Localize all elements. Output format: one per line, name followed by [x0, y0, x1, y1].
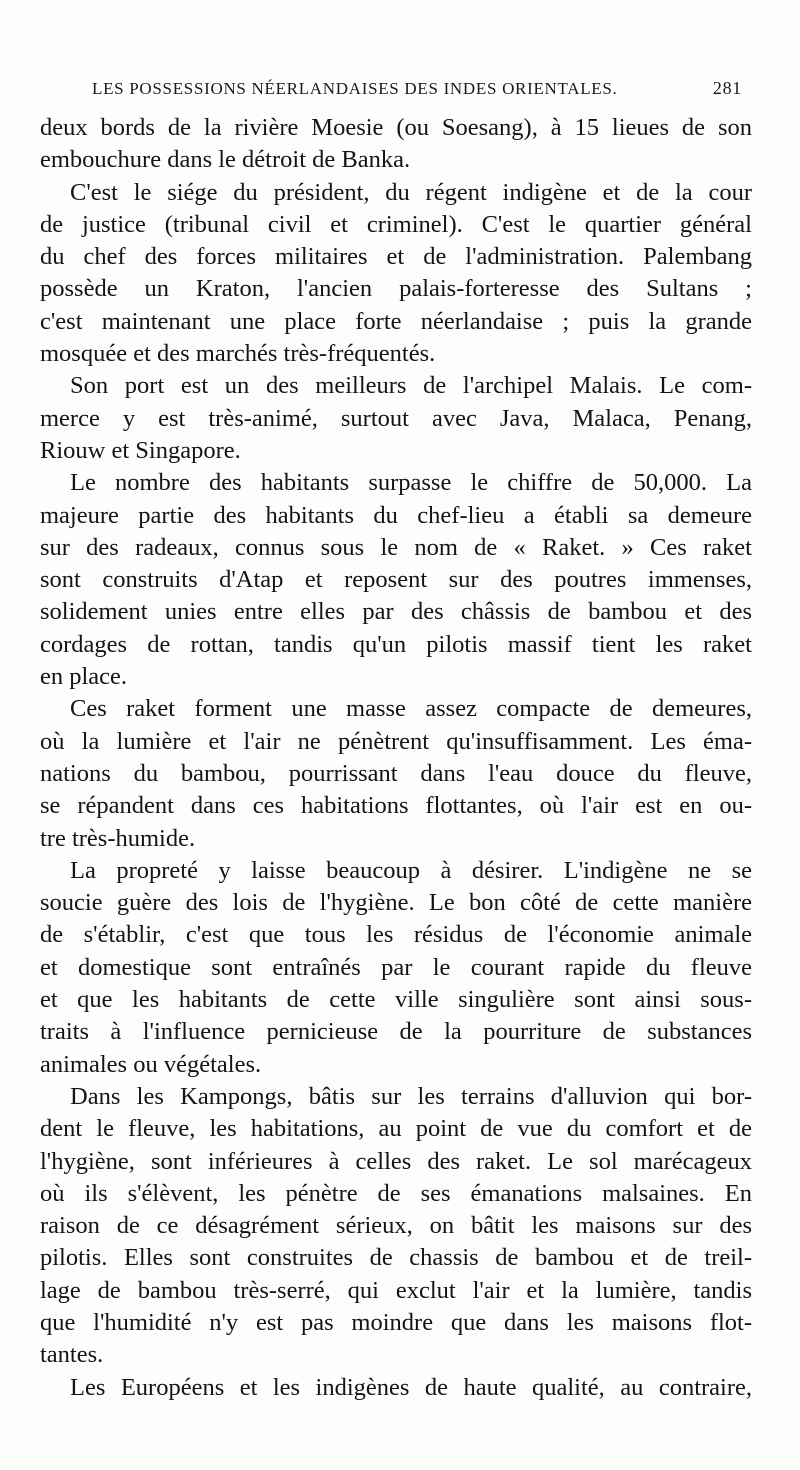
text-line: animales ou végétales. [40, 1050, 262, 1078]
text-line: de s'établir, c'est que tous les résidus de l'économie animale [40, 921, 752, 949]
text-line: l'hygiène, sont inférieures à celles des raket. Le sol marécageux [40, 1147, 752, 1175]
page-number: 281 [712, 78, 742, 98]
text-line: Son port est un des meilleurs de l'archipel Malais. Le com- [70, 372, 752, 400]
text-line: Riouw et Singapore. [40, 436, 241, 464]
text-line: nations du bambou, pourrissant dans l'eau douce du fleuve, [40, 759, 752, 787]
text-line: Dans les Kampongs, bâtis sur les terrains d'alluvion qui bor- [70, 1082, 752, 1110]
running-head [92, 78, 742, 106]
text-line: sur des radeaux, connus sous le nom de « Raket. » Ces raket [40, 533, 752, 561]
text-line: Les Européens et les indigènes de haute qualité, au contraire, [70, 1373, 752, 1401]
text-line: où la lumière et l'air ne pénètrent qu'insuffisamment. Les éma- [40, 727, 752, 755]
text-line: La propreté y laisse beaucoup à désirer. L'indigène ne se [70, 856, 752, 884]
text-line: lage de bambou très-serré, qui exclut l'air et la lumière, tandis [40, 1276, 752, 1304]
text-line: solidement unies entre elles par des châssis de bambou et des [40, 598, 752, 626]
text-line: et domestique sont entraînés par le courant rapide du fleuve [40, 953, 752, 981]
text-line: que l'humidité n'y est pas moindre que dans les maisons flot- [40, 1308, 752, 1336]
text-line: cordages de rottan, tandis qu'un pilotis massif tient les raket [40, 630, 752, 658]
text-line: embouchure dans le détroit de Banka. [40, 146, 411, 174]
text-line: Ces raket forment une masse assez compacte de demeures, [70, 695, 752, 723]
text-line: C'est le siége du président, du régent indigène et de la cour [70, 178, 752, 206]
text-line: en place. [40, 663, 128, 691]
text-line: de justice (tribunal civil et criminel). C'est le quartier général [40, 210, 752, 238]
text-line: et que les habitants de cette ville singulière sont ainsi sous- [40, 986, 752, 1014]
running-title: LES POSSESSIONS NÉERLANDAISES DES INDES ORIENTALES. [92, 79, 618, 98]
text-line: soucie guère des lois de l'hygiène. Le bon côté de cette manière [40, 889, 752, 917]
text-line: merce y est très-animé, surtout avec Java, Malaca, Penang, [40, 404, 752, 432]
text-line: où ils s'élèvent, les pénètre de ses émanations malsaines. En [40, 1179, 752, 1207]
text-line: Le nombre des habitants surpasse le chiffre de 50,000. La [70, 469, 752, 497]
text-line: tantes. [40, 1341, 104, 1369]
text-line: traits à l'influence pernicieuse de la pourriture de substances [40, 1018, 752, 1046]
text-line: mosquée et des marchés très-fréquentés. [40, 340, 436, 368]
text-line: deux bords de la rivière Moesie (ou Soesang), à 15 lieues de son [40, 114, 752, 141]
text-line: dent le fleuve, les habitations, au point de vue du comfort et de [40, 1115, 752, 1143]
text-line: sont construits d'Atap et reposent sur des poutres immenses, [40, 566, 752, 594]
text-line: raison de ce désagrément sérieux, on bâtit les maisons sur des [40, 1212, 752, 1240]
text-line: se répandent dans ces habitations flottantes, où l'air est en ou- [40, 792, 752, 820]
text-line: majeure partie des habitants du chef-lieu a établi sa demeure [40, 501, 752, 529]
text-line: du chef des forces militaires et de l'administration. Palembang [40, 243, 752, 271]
body-text [40, 112, 752, 1404]
text-line: pilotis. Elles sont construites de chassis de bambou et de treil- [40, 1244, 752, 1272]
text-line: possède un Kraton, l'ancien palais-forteresse des Sultans ; [40, 275, 752, 303]
text-line: c'est maintenant une place forte néerlandaise ; puis la grande [40, 307, 752, 335]
text-line: tre très-humide. [40, 824, 196, 852]
